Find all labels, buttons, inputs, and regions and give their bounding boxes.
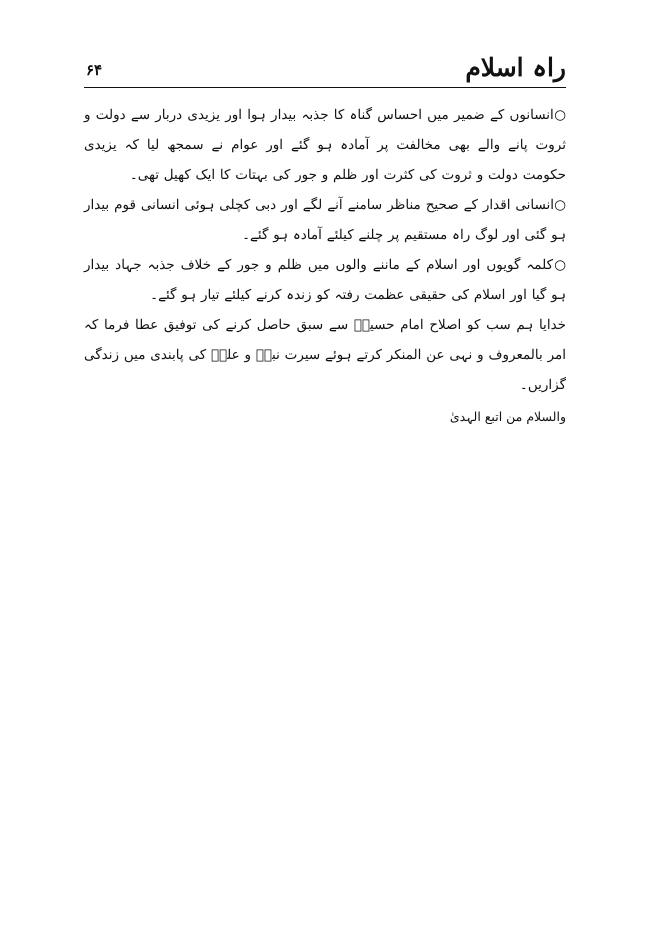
paragraph-4: خدایا ہم سب کو اصلاح امام حسینؑ سے سبق حاصل کرنے کی توفیق عطا فرما کہ امر بالمعروف و نہی عن المنکر کرتے ہوئے سیرت نبیؐ و علیؑ کی پابندی میں زندگی گزاریں۔	[84, 317, 566, 393]
page-number: ۶۴	[86, 61, 103, 79]
paragraph-1: ○انسانوں کے ضمیر میں احساس گناہ کا جذبہ بیدار ہوا اور یزیدی دربار سے دولت و ثروت پانے والے بھی مخالفت پر آمادہ ہو گئے اور عوام نے سمجھ لیا کہ یزیدی حکومت دولت و ثروت کی کثرت اور ظلم و جور کی بہتات کا ایک کھیل تھی۔	[84, 107, 566, 183]
body-text	[84, 100, 566, 430]
paragraph-2: ○انسانی اقدار کے صحیح مناظر سامنے آنے لگے اور دبی کچلی ہوئی انسانی قوم بیدار ہو گئی اور لوگ راہ مستقیم پر چلنے کیلئے آمادہ ہو گئے۔	[84, 197, 566, 243]
header-divider	[84, 87, 566, 88]
closing-line: والسلام من اتبع الہدیٰ	[449, 409, 566, 424]
running-title: راہ اسلام	[465, 53, 566, 82]
page-header	[84, 52, 566, 88]
paragraph-3: ○کلمہ گویوں اور اسلام کے ماننے والوں میں ظلم و جور کے خلاف جذبہ جہاد بیدار ہو گیا اور اسلام کی حقیقی عظمت رفتہ کو زندہ کرنے کیلئے تیار ہو گئے۔	[84, 257, 566, 303]
